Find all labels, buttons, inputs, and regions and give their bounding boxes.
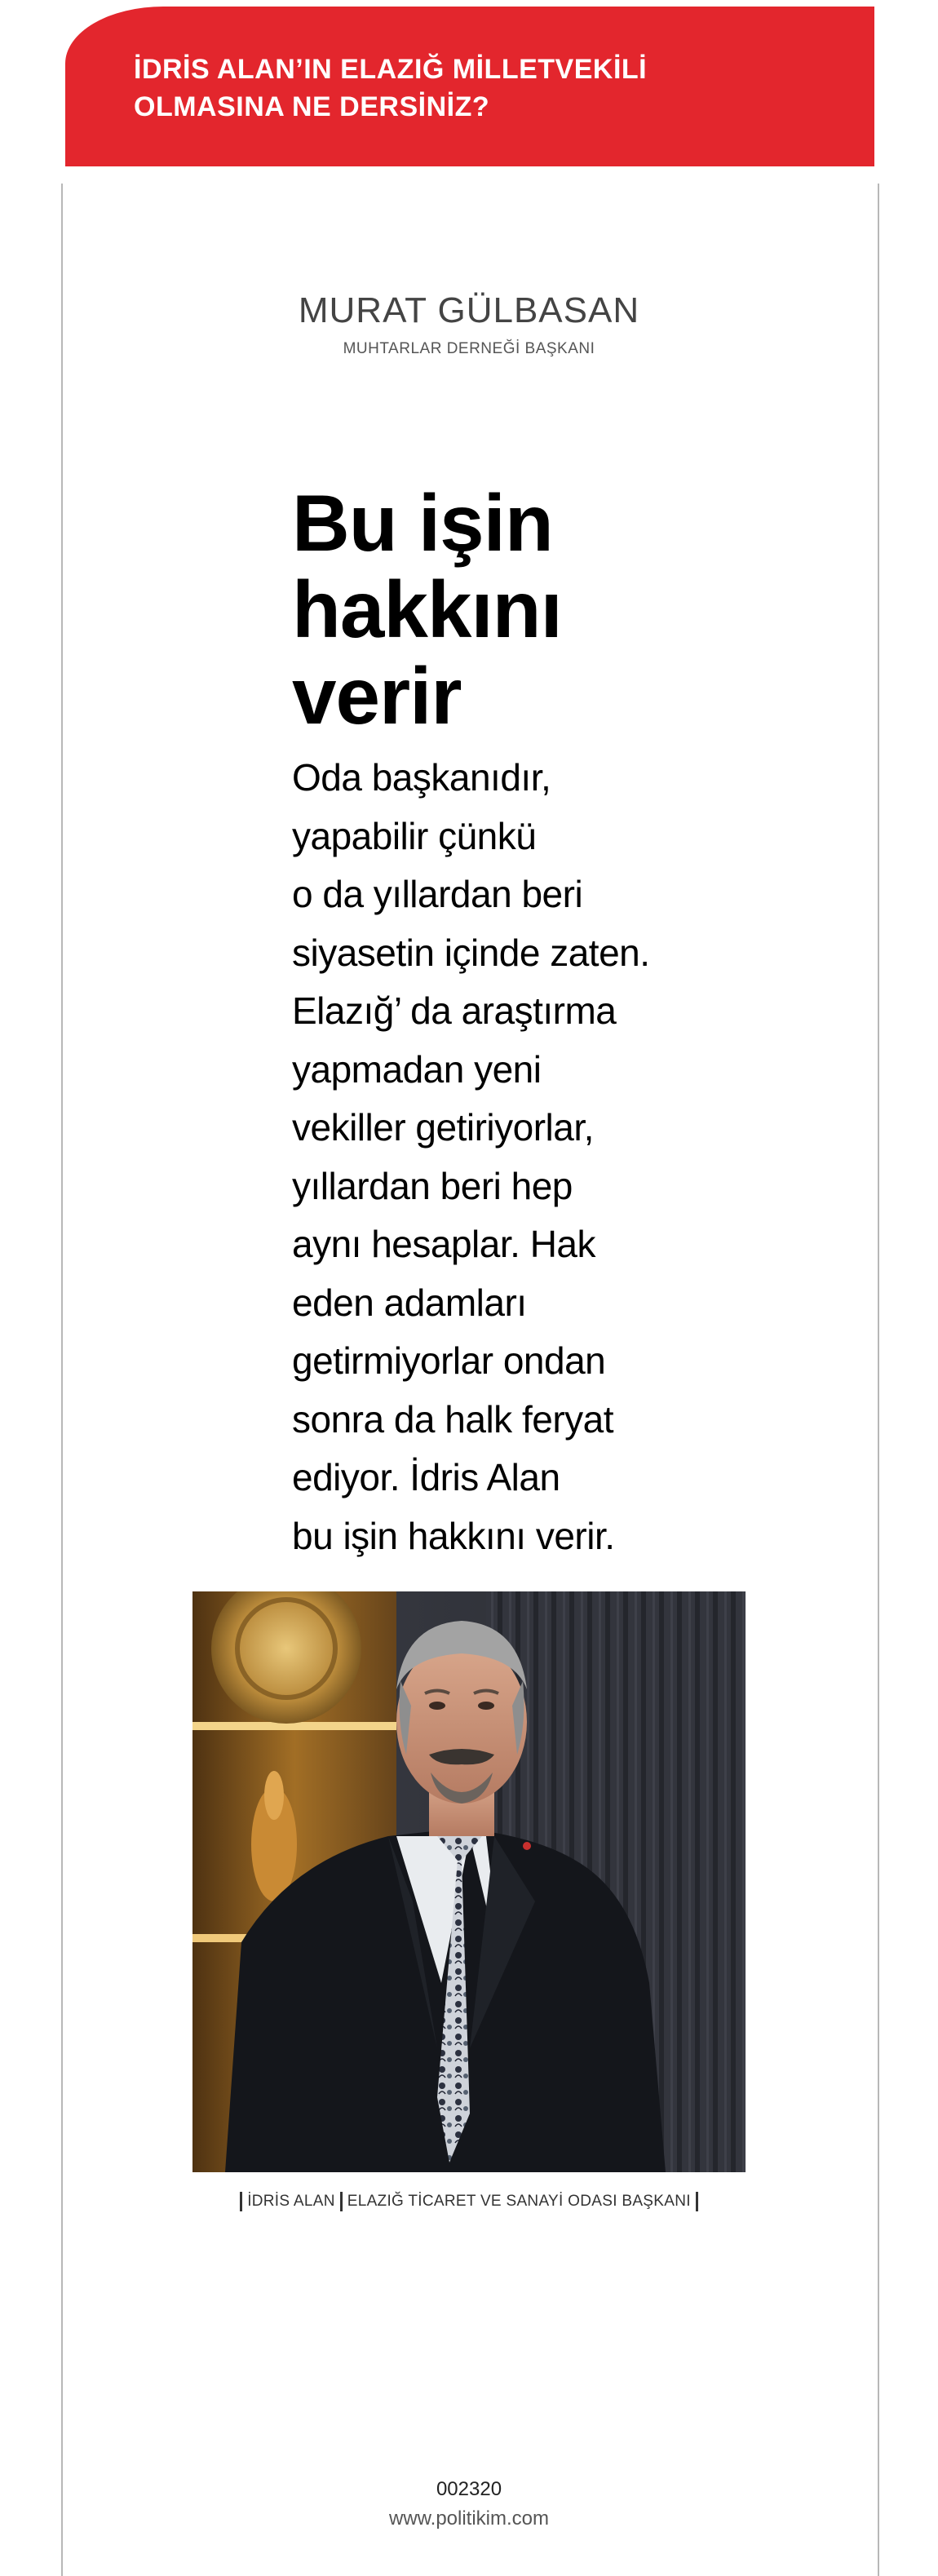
body-line: bu işin hakkını verir. bbox=[292, 1514, 615, 1557]
body-line: aynı hesaplar. Hak bbox=[292, 1223, 596, 1265]
question-banner bbox=[65, 7, 874, 166]
headline-line: hakkını bbox=[292, 564, 562, 654]
body-line: yapabilir çünkü bbox=[292, 814, 537, 857]
caption-divider bbox=[696, 2192, 698, 2211]
caption-divider bbox=[340, 2192, 343, 2211]
banner-line-1: İDRİS ALAN’IN ELAZIĞ MİLLETVEKİLİ bbox=[134, 54, 648, 85]
ad-code: 002320 bbox=[436, 2478, 502, 2500]
body-line: yapmadan yeni bbox=[292, 1047, 542, 1091]
author-name: MURAT GÜLBASAN bbox=[298, 290, 640, 330]
portrait-photo bbox=[192, 1591, 746, 2172]
frame-left-rule bbox=[61, 184, 63, 2576]
author-role: MUHTARLAR DERNEĞİ BAŞKANI bbox=[343, 340, 595, 357]
body-line: Oda başkanıdır, bbox=[292, 756, 551, 799]
website-link[interactable]: www.politikim.com bbox=[388, 2507, 550, 2530]
body-line: getirmiyorlar ondan bbox=[292, 1339, 606, 1382]
body-line: yıllardan beri hep bbox=[292, 1164, 573, 1207]
body-line: vekiller getiriyorlar, bbox=[292, 1106, 594, 1149]
body-line: eden adamları bbox=[292, 1281, 527, 1324]
body-line: o da yıllardan beri bbox=[292, 873, 583, 915]
body-line: Elazığ’ da araştırma bbox=[292, 989, 617, 1032]
quote-body bbox=[292, 749, 749, 1565]
headline-line: Bu işin bbox=[292, 478, 553, 568]
frame-right-rule bbox=[878, 184, 879, 2576]
photo-caption bbox=[0, 2192, 938, 2211]
body-line: ediyor. İdris Alan bbox=[292, 1456, 560, 1498]
headline bbox=[292, 480, 716, 739]
caption-name: İDRİS ALAN bbox=[247, 2193, 335, 2210]
banner-line-2: OLMASINA NE DERSİNİZ? bbox=[134, 91, 490, 122]
caption-title: ELAZIĞ TİCARET VE SANAYİ ODASI BAŞKANI bbox=[347, 2193, 691, 2210]
caption-divider bbox=[240, 2192, 242, 2211]
body-line: siyasetin içinde zaten. bbox=[292, 931, 650, 974]
body-line: sonra da halk feryat bbox=[292, 1397, 614, 1441]
headline-line: verir bbox=[292, 651, 462, 741]
